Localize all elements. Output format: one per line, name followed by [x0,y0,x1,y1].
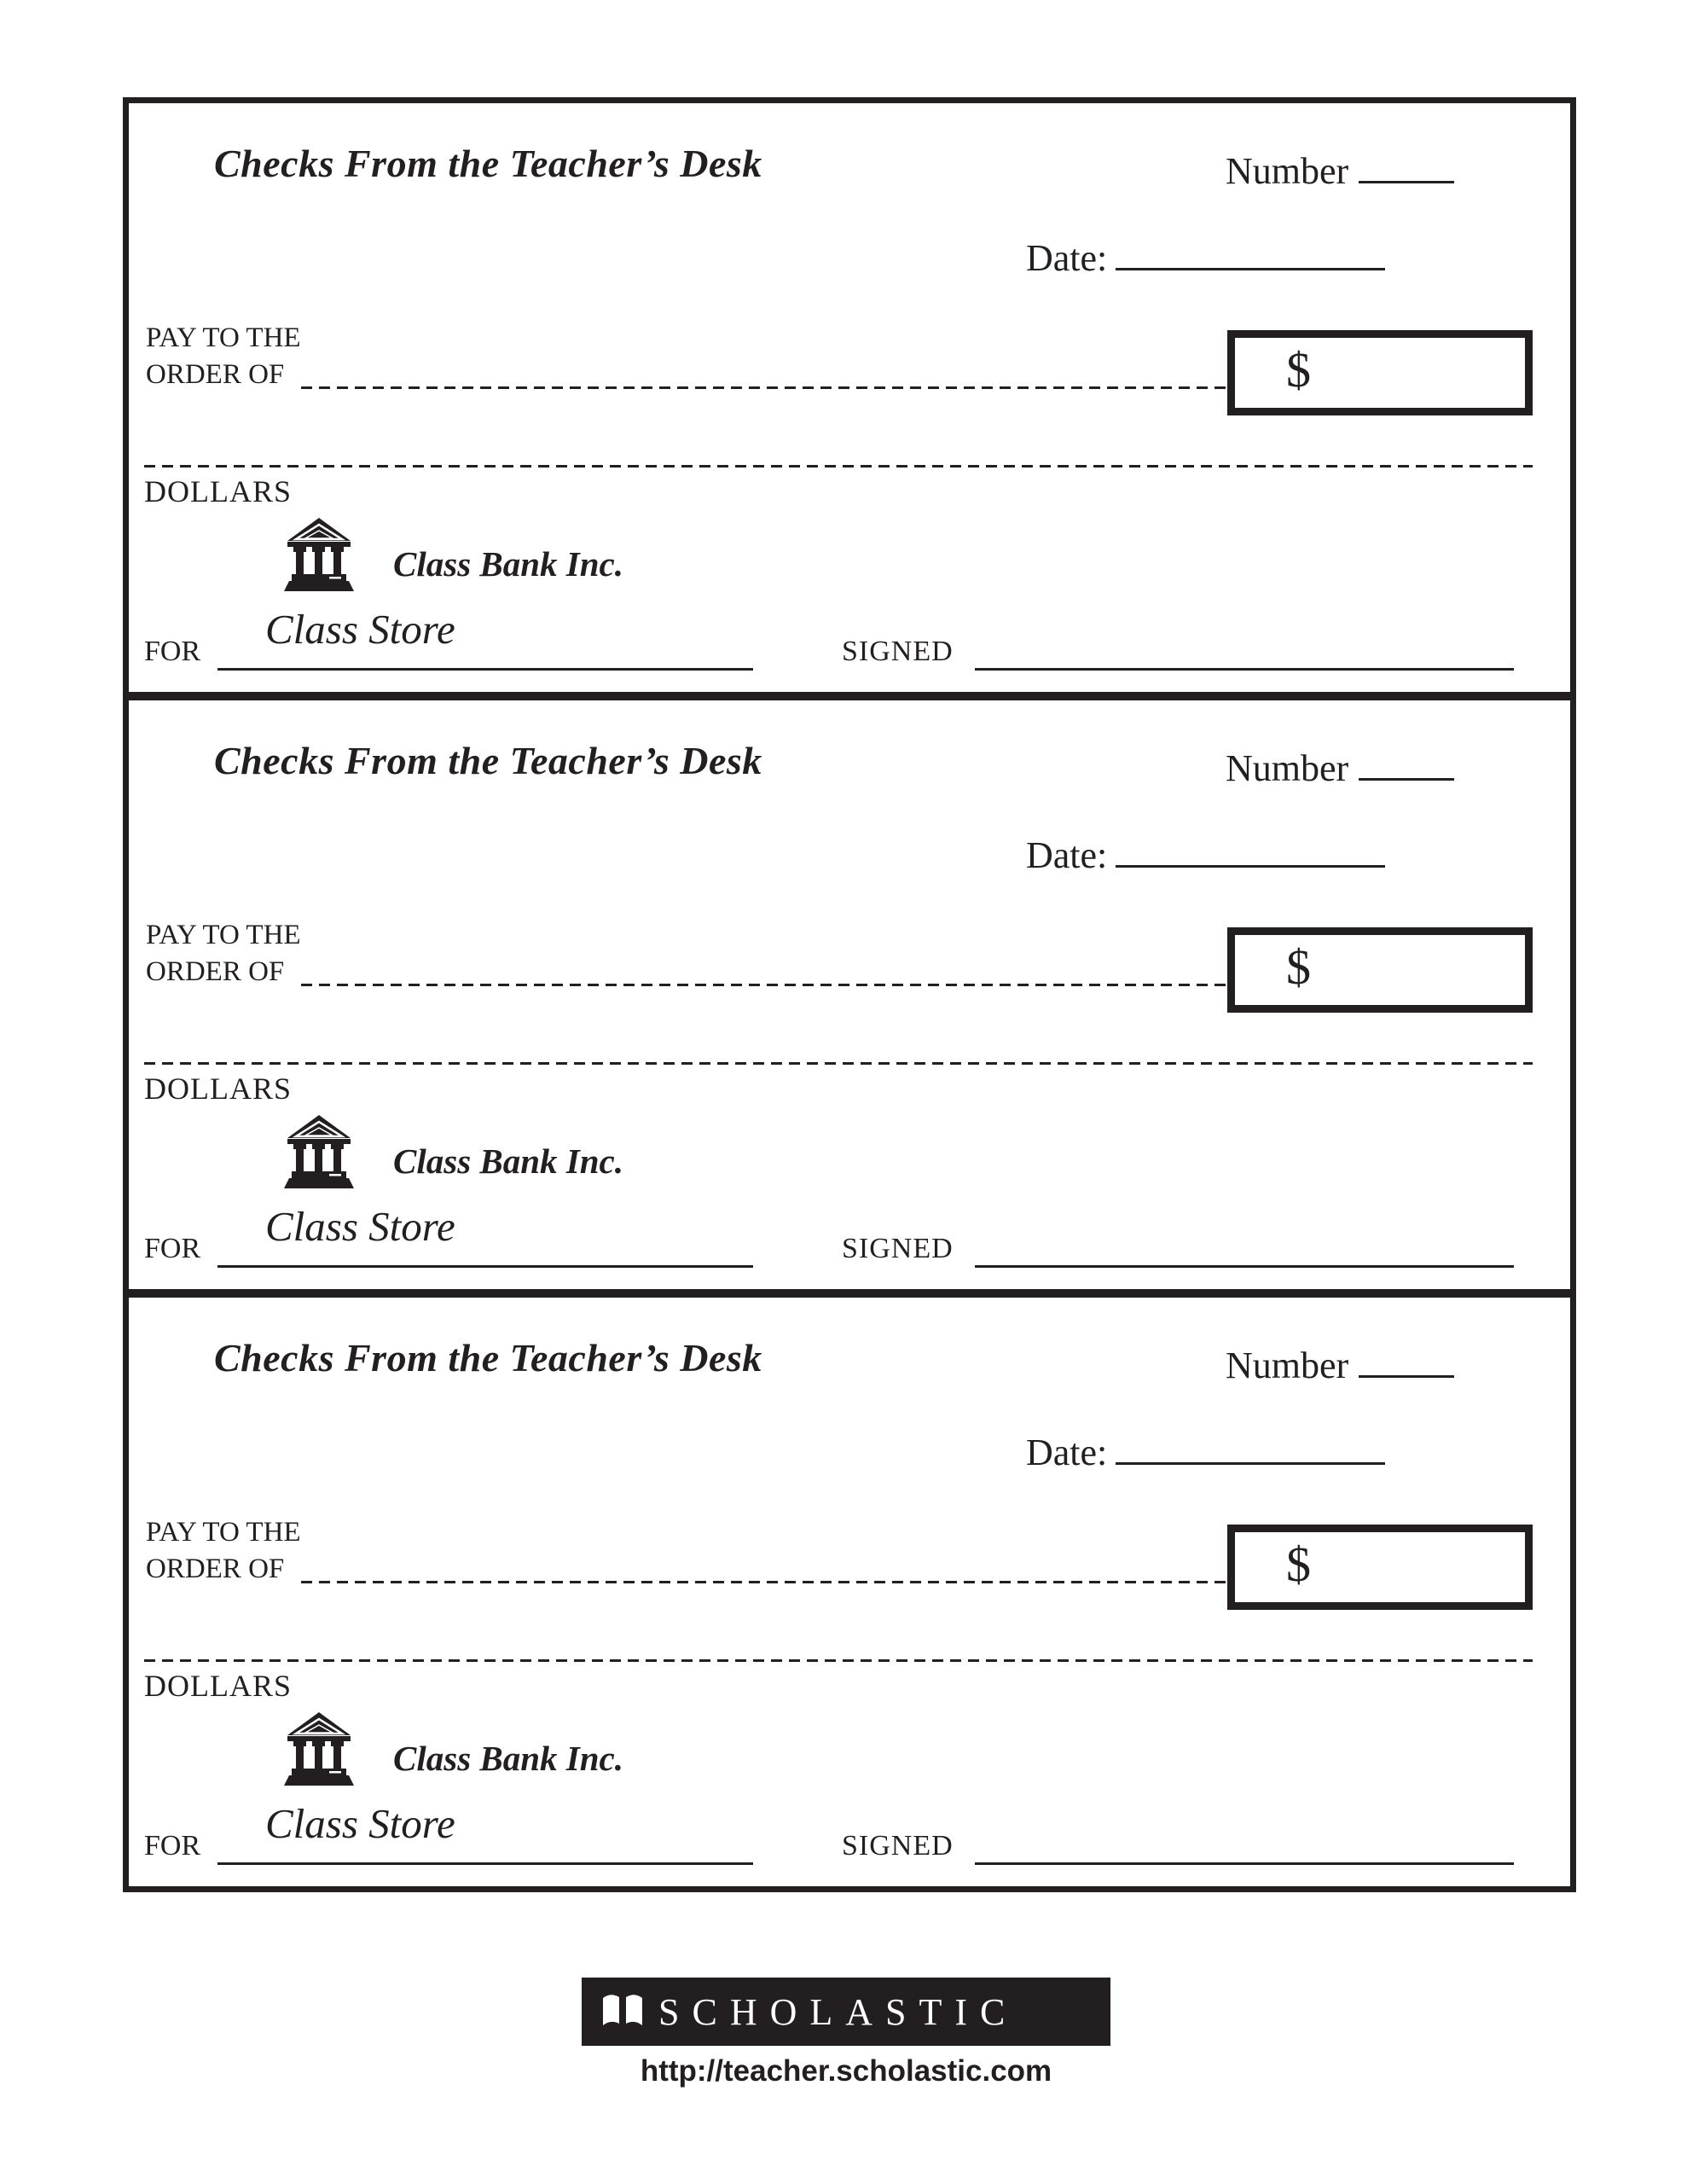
open-book-icon [600,1993,645,2030]
check-date [1026,1431,1385,1474]
check-1 [129,103,1570,692]
check-sheet [123,97,1576,1892]
amount-box[interactable] [1227,1525,1533,1610]
check-divider [129,692,1570,700]
payee-field-line[interactable] [301,386,1227,389]
dollars-label: DOLLARS [144,1072,293,1106]
signed-field-line[interactable] [975,1265,1514,1268]
check-title: Checks From the Teacher’s Desk [214,739,762,782]
dollars-label: DOLLARS [144,474,293,508]
check-date [1026,236,1385,280]
date-field-line[interactable] [1116,268,1385,270]
for-label: FOR [144,1233,201,1264]
bank-brand [284,518,623,591]
payee-field-line[interactable] [301,984,1227,986]
check-number [1226,746,1454,790]
pay-to-label [146,320,301,393]
dollar-sign: $ [1286,342,1311,398]
pay-to-line-2: ORDER OF [146,358,285,390]
check-number [1226,149,1454,193]
pay-to-line-1: PAY TO THE [146,920,301,950]
bank-name: Class Bank Inc. [393,1739,624,1778]
scholastic-wordmark: SCHOLASTIC [658,1990,1018,2033]
check-3 [129,1298,1570,1886]
signed-field-line[interactable] [975,1862,1514,1865]
check-date [1026,834,1385,877]
amount-words-field-line[interactable] [144,1659,1533,1662]
number-field-line[interactable] [1359,1375,1454,1378]
number-label: Number [1226,150,1349,192]
dollar-sign: $ [1286,1536,1311,1592]
bank-building-icon [284,1115,354,1188]
amount-box[interactable] [1227,330,1533,415]
bank-brand [284,1115,623,1188]
signed-label: SIGNED [842,1233,954,1264]
bank-brand [284,1712,623,1786]
date-field-line[interactable] [1116,1462,1385,1465]
number-field-line[interactable] [1359,778,1454,781]
pay-to-line-1: PAY TO THE [146,322,301,353]
amount-box[interactable] [1227,927,1533,1013]
for-value: Class Store [265,606,455,653]
check-2 [129,700,1570,1289]
date-field-line[interactable] [1116,865,1385,868]
amount-words-field-line[interactable] [144,465,1533,468]
number-label: Number [1226,747,1349,789]
date-label: Date: [1026,834,1108,876]
pay-to-line-2: ORDER OF [146,1553,285,1584]
pay-to-label [146,917,301,990]
date-label: Date: [1026,237,1108,279]
signed-label: SIGNED [842,1830,954,1862]
for-value: Class Store [265,1800,455,1847]
bank-building-icon [284,518,354,591]
for-field-line[interactable] [217,1862,753,1865]
for-value: Class Store [265,1203,455,1250]
number-label: Number [1226,1345,1349,1386]
payee-field-line[interactable] [301,1581,1227,1583]
for-label: FOR [144,636,201,667]
check-title: Checks From the Teacher’s Desk [214,142,762,185]
signed-label: SIGNED [842,636,954,667]
dollar-sign: $ [1286,939,1311,995]
bank-name: Class Bank Inc. [393,544,624,584]
check-title: Checks From the Teacher’s Desk [214,1336,762,1380]
check-divider [129,1289,1570,1298]
for-field-line[interactable] [217,668,753,671]
bank-building-icon [284,1712,354,1786]
pay-to-line-1: PAY TO THE [146,1517,301,1548]
date-label: Date: [1026,1432,1108,1473]
bank-name: Class Bank Inc. [393,1141,624,1181]
for-label: FOR [144,1830,201,1862]
pay-to-line-2: ORDER OF [146,956,285,987]
check-number [1226,1344,1454,1387]
dollars-label: DOLLARS [144,1669,293,1703]
amount-words-field-line[interactable] [144,1062,1533,1065]
footer-url: http://teacher.scholastic.com [640,2054,1052,2088]
pay-to-label [146,1514,301,1588]
number-field-line[interactable] [1359,181,1454,183]
signed-field-line[interactable] [975,668,1514,671]
for-field-line[interactable] [217,1265,753,1268]
scholastic-logo [582,1978,1110,2046]
